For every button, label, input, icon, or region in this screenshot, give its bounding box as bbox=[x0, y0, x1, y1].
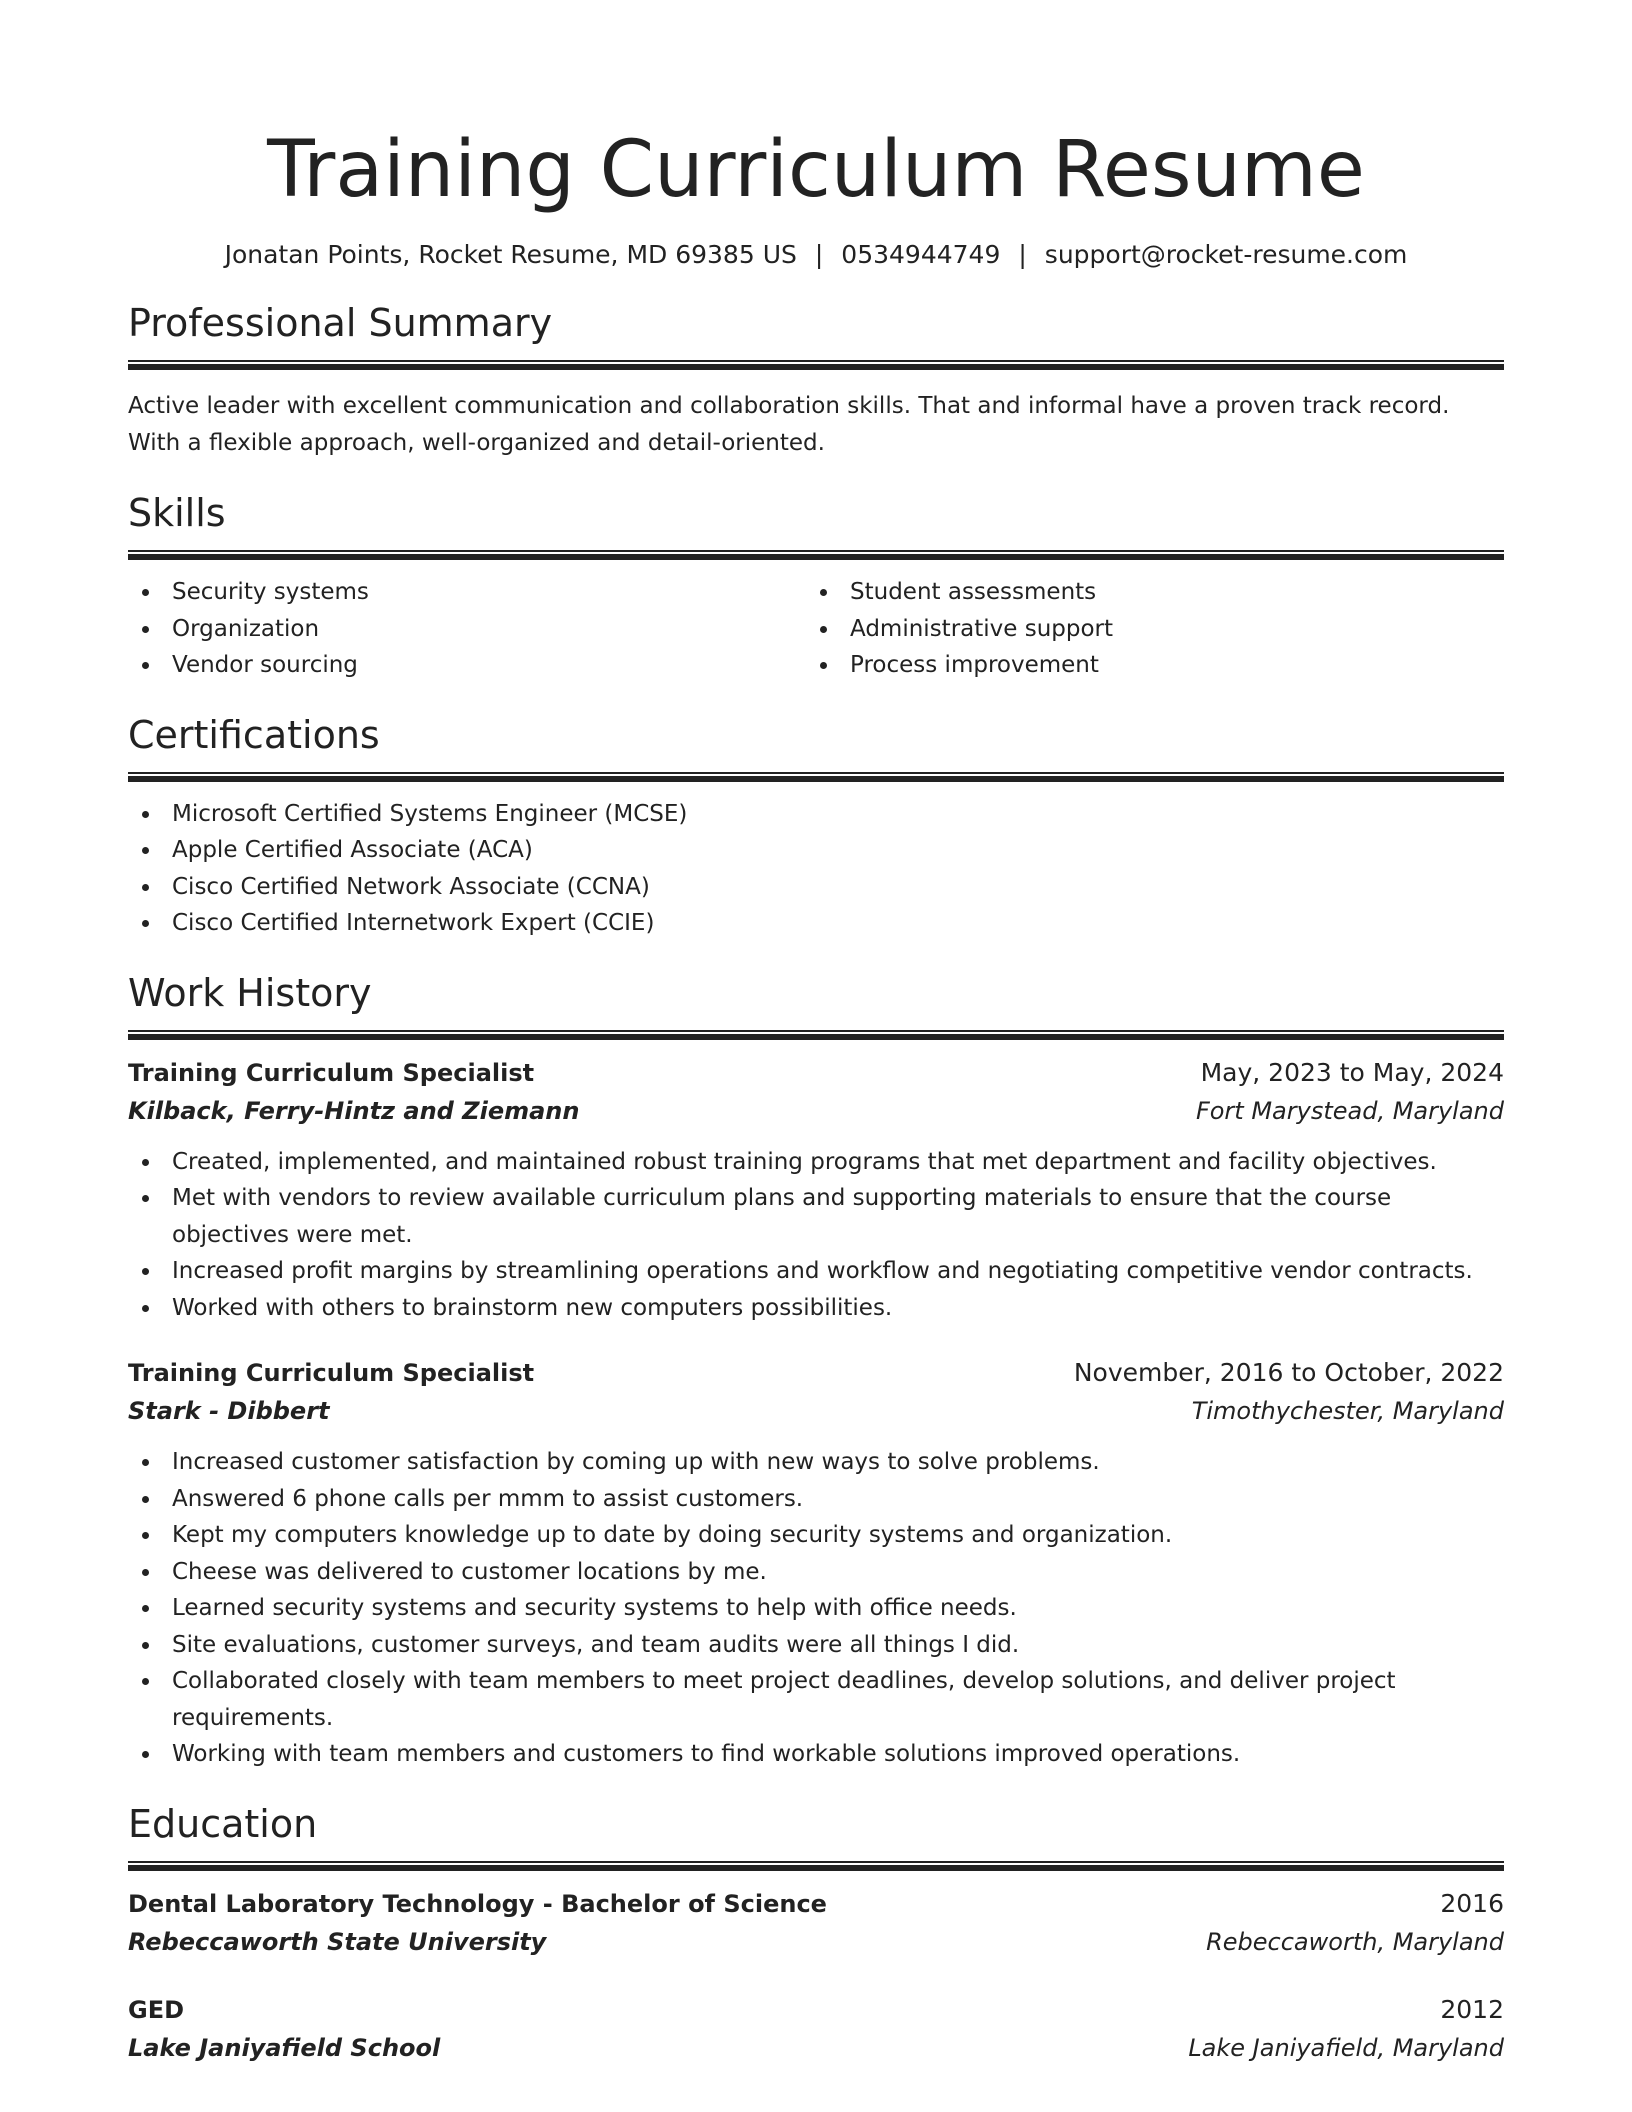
job-bullet: Kept my computers knowledge up to date by doing security systems and organization. bbox=[128, 1517, 1504, 1554]
skills-grid bbox=[128, 574, 1504, 684]
job-entry bbox=[128, 1354, 1504, 1773]
contact-phone: 0534944749 bbox=[841, 240, 1001, 269]
education-year: 2012 bbox=[1440, 1994, 1504, 2024]
job-company: Stark - Dibbert bbox=[128, 1397, 330, 1425]
skill-item: Vendor sourcing bbox=[128, 647, 806, 684]
job-bullet: Worked with others to brainstorm new computers possibilities. bbox=[128, 1290, 1504, 1327]
education-school-row bbox=[128, 1923, 1504, 1961]
section-divider bbox=[128, 360, 1504, 370]
job-company-row bbox=[128, 1392, 1504, 1430]
education-location: Lake Janiyafield, Maryland bbox=[1188, 2033, 1504, 2062]
skill-item: Process improvement bbox=[806, 647, 1484, 684]
section-divider bbox=[128, 1030, 1504, 1040]
education-school: Lake Janiyafield School bbox=[128, 2033, 441, 2062]
job-bullet: Increased customer satisfaction by coming up with new ways to solve problems. bbox=[128, 1444, 1504, 1481]
job-dates: November, 2016 to October, 2022 bbox=[1073, 1358, 1504, 1387]
job-bullet: Site evaluations, customer surveys, and team audits were all things I did. bbox=[128, 1627, 1504, 1664]
section-title: Work History bbox=[128, 970, 372, 1015]
certifications-section bbox=[128, 710, 1504, 942]
job-bullets bbox=[128, 1444, 1504, 1773]
section-title: Education bbox=[128, 1801, 318, 1846]
section-divider bbox=[128, 1861, 1504, 1871]
summary-section bbox=[128, 298, 1504, 462]
certification-item: Microsoft Certified Systems Engineer (MCSE) bbox=[128, 796, 1504, 833]
job-dates: May, 2023 to May, 2024 bbox=[1200, 1057, 1504, 1087]
certification-item: Cisco Certified Internetwork Expert (CCIE) bbox=[128, 905, 1504, 942]
job-bullets bbox=[128, 1144, 1504, 1327]
education-school: Rebeccaworth State University bbox=[128, 1927, 547, 1956]
education-year: 2016 bbox=[1440, 1888, 1504, 1918]
resume-page bbox=[128, 0, 1504, 2067]
certification-item: Cisco Certified Network Associate (CCNA) bbox=[128, 869, 1504, 906]
section-title: Professional Summary bbox=[128, 301, 553, 345]
job-company: Kilback, Ferry-Hintz and Ziemann bbox=[128, 1096, 580, 1125]
skills-list-right bbox=[806, 574, 1484, 684]
job-bullet: Created, implemented, and maintained robust training programs that met department and facility objectives. bbox=[128, 1144, 1504, 1181]
education-section bbox=[128, 1799, 1504, 2067]
education-entry bbox=[128, 1991, 1504, 2067]
education-degree: Dental Laboratory Technology - Bachelor of Science bbox=[128, 1889, 827, 1918]
contact-address: Jonatan Points, Rocket Resume, MD 69385 US bbox=[224, 240, 797, 269]
job-header-row bbox=[128, 1354, 1504, 1392]
skills-list-left bbox=[128, 574, 806, 684]
summary-text: Active leader with excellent communication and collaboration skills. That and informal have a proven track record. With a flexible approach, well-organized and detail-oriented. bbox=[128, 393, 1450, 456]
skills-section bbox=[128, 488, 1504, 684]
job-bullet: Collaborated closely with team members to meet project deadlines, develop solutions, and deliver project requirements. bbox=[128, 1663, 1504, 1736]
job-location: Timothychester, Maryland bbox=[1191, 1397, 1504, 1425]
education-degree: GED bbox=[128, 1995, 185, 2024]
job-title: Training Curriculum Specialist bbox=[128, 1359, 535, 1387]
education-school-row bbox=[128, 2029, 1504, 2067]
education-location: Rebeccaworth, Maryland bbox=[1206, 1927, 1504, 1956]
section-divider bbox=[128, 772, 1504, 782]
skill-item: Security systems bbox=[128, 574, 806, 611]
job-bullet: Answered 6 phone calls per mmm to assist customers. bbox=[128, 1481, 1504, 1518]
education-header-row bbox=[128, 1991, 1504, 2029]
contact-email: support@rocket-resume.com bbox=[1044, 240, 1408, 269]
skill-item: Administrative support bbox=[806, 611, 1484, 648]
contact-line bbox=[128, 238, 1504, 272]
resume-title: Training Curriculum Resume bbox=[267, 125, 1365, 215]
job-header-row bbox=[128, 1054, 1504, 1092]
job-bullet: Cheese was delivered to customer locations by me. bbox=[128, 1554, 1504, 1591]
contact-separator: | bbox=[1018, 240, 1027, 269]
skill-item: Student assessments bbox=[806, 574, 1484, 611]
contact-separator: | bbox=[814, 240, 824, 269]
education-entry bbox=[128, 1885, 1504, 1961]
job-bullet: Increased profit margins by streamlining operations and workflow and negotiating competitive vendor contracts. bbox=[128, 1253, 1504, 1290]
education-header-row bbox=[128, 1885, 1504, 1923]
job-bullet: Learned security systems and security systems to help with office needs. bbox=[128, 1590, 1504, 1627]
job-company-row bbox=[128, 1092, 1504, 1130]
certifications-list bbox=[128, 796, 1504, 942]
job-bullet: Working with team members and customers to find workable solutions improved operations. bbox=[128, 1736, 1504, 1773]
job-bullet: Met with vendors to review available curriculum plans and supporting materials to ensure that the course objectives were met. bbox=[128, 1180, 1504, 1253]
skill-item: Organization bbox=[128, 611, 806, 648]
certification-item: Apple Certified Associate (ACA) bbox=[128, 832, 1504, 869]
section-title: Skills bbox=[128, 491, 226, 535]
work-history-section bbox=[128, 968, 1504, 1773]
job-title: Training Curriculum Specialist bbox=[128, 1058, 535, 1087]
job-location: Fort Marystead, Maryland bbox=[1195, 1096, 1504, 1125]
section-divider bbox=[128, 550, 1504, 560]
job-entry bbox=[128, 1054, 1504, 1327]
section-title: Certifications bbox=[128, 712, 380, 757]
